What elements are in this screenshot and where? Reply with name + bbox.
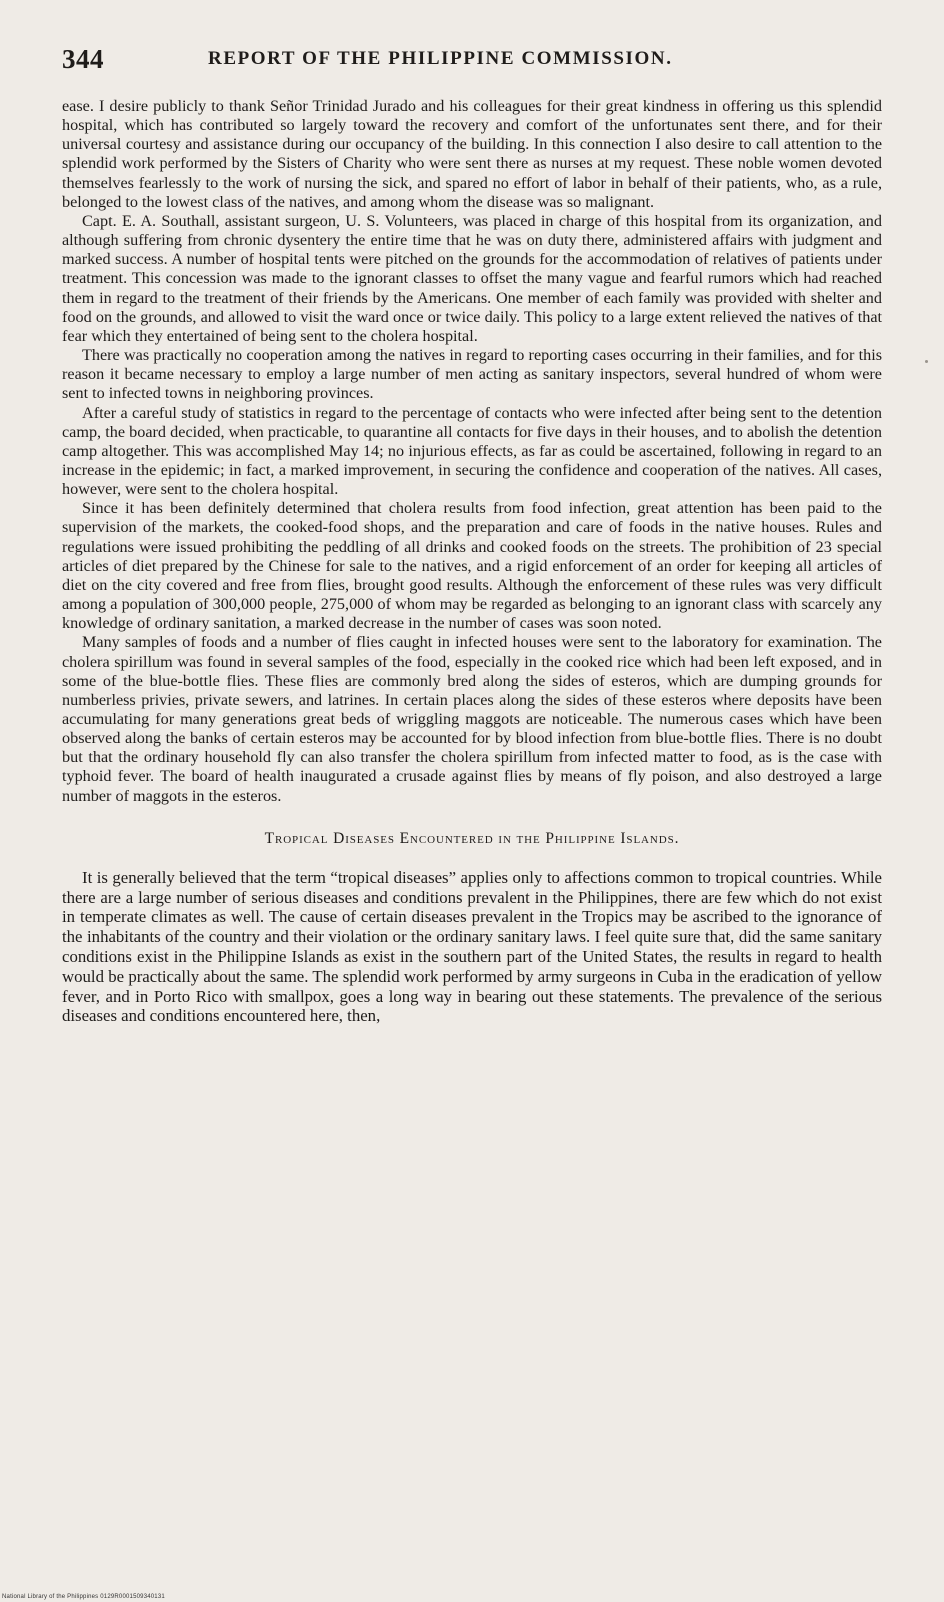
paragraph-food-infection: Since it has been definitely determined that cholera results from food infection, great attention has been paid to the supervision of the markets, the cooked-food shops, and the preparation and care of foods in the native houses. Rules and regulations were issued prohibiting the peddling of all drinks and cooked foods on the streets. The prohibition of 23 special articles of diet prepared by the Chinese for sale to the natives, and a rigid enforcement of an order for keeping all articles of diet on the city covered and free from flies, brought good results. Although the enforcement of these rules was very difficult among a population of 300,000 people, 275,000 of whom may be regarded as belonging to an ignorant class with scarcely any knowledge of ordinary sanitation, a marked decrease in the number of cases was soon noted. (62, 499, 882, 633)
page-number: 344 (62, 44, 104, 74)
paragraph-flies-samples: Many samples of foods and a number of flies caught in infected houses were sent to the laboratory for examination. The cholera spirillum was found in several samples of the food, especially in the cooked rice which had been left exposed, and in some of the blue-bottle flies. These flies are commonly bred along the sides of esteros, which are dumping grounds for numberless privies, private sewers, and latrines. In certain places along the sides of these esteros where deposits have been accumulating for many generations great beds of wriggling maggots are noticeable. The numerous cases which have been observed along the banks of certain esteros may be accounted for by blood infection from blue-bottle flies. There is no doubt but that the ordinary household fly can also transfer the cholera spirillum from infected matter to food, as is the case with typhoid fever. The board of health inaugurated a crusade against flies by means of fly poison, and also destroyed a large number of maggots in the esteros. (62, 633, 882, 805)
section-heading: Tropical Diseases Encountered in the Philippine Islands. (264, 829, 680, 847)
page-header (58, 44, 888, 84)
paragraph-tropical-diseases: It is generally believed that the term “tropical diseases” applies only to affections common to tropical countries. While there are a large number of serious diseases and conditions prevalent in the Philippines, there are few which do not exist in temperate climates as well. The cause of certain diseases prevalent in the Tropics may be ascribed to the ignorance of the inhabitants of the country and their violation or the ordinary sanitary laws. I feel quite sure that, did the same sanitary conditions exist in the Philippine Islands as exist in the southern part of the United States, the results in regard to health would be practically about the same. The splendid work performed by army surgeons in Cuba in the eradication of yellow fever, and in Porto Rico with smallpox, goes a long way in bearing out these statements. The prevalence of the serious diseases and conditions encountered here, then, (62, 867, 882, 1026)
paragraph-detention-camp: After a careful study of statistics in regard to the percentage of contacts who were infected after being sent to the detention camp, the board decided, when practicable, to quarantine all contacts for five days in their houses, and to abolish the detention camp altogether. This was accomplished May 14; no injurious effects, as far as could be ascertained, following in regard to an increase in the epidemic; in fact, a marked improvement, in securing the confidence and cooperation of the natives. All cases, however, were sent to the cholera hospital. (62, 403, 882, 499)
scan-credit: National Library of the Philippines 0129R0001509340131 (2, 1594, 165, 1600)
paragraph-hospital-thanks: ease. I desire publicly to thank Señor Trinidad Jurado and his colleagues for their great kindness in offering us this splendid hospital, which has contributed so largely toward the recovery and comfort of the unfortunates sent there, and for their universal courtesy and assistance during our occupancy of the building. In this connection I also desire to call attention to the splendid work performed by the Sisters of Charity who were sent there as nurses at my request. These noble women devoted themselves fearlessly to the work of nursing the sick, and spared no effort of labor in behalf of their patients, who, as a rule, belonged to the lowest class of the natives, and among whom the disease was so malignant. (62, 97, 882, 211)
paragraph-sanitary-inspectors: There was practically no cooperation among the natives in regard to reporting cases occurring in their families, and for this reason it became necessary to employ a large number of men acting as sanitary inspectors, several hundred of whom were sent to infected towns in neighboring provinces. (62, 346, 882, 403)
running-title: REPORT OF THE PHILIPPINE COMMISSION. (208, 48, 673, 69)
paragraph-capt-southall: Capt. E. A. Southall, assistant surgeon, U. S. Volunteers, was placed in charge of this hospital from its organization, and although suffering from chronic dysentery the entire time that he was on duty there, administered affairs with judgment and marked success. A number of hospital tents were pitched on the grounds for the accommodation of relatives of patients under treatment. This concession was made to the ignorant classes to offset the many vague and fearful rumors which had reached them in regard to the treatment of their friends by the Americans. One member of each family was provided with shelter and food on the grounds, and allowed to visit the ward once or twice daily. This policy to a large extent relieved the natives of that fear which they entertained of being sent to the cholera hospital. (62, 211, 882, 345)
body-text (62, 97, 882, 1026)
section-tropical-diseases (62, 830, 882, 1026)
scan-speck (925, 360, 928, 363)
